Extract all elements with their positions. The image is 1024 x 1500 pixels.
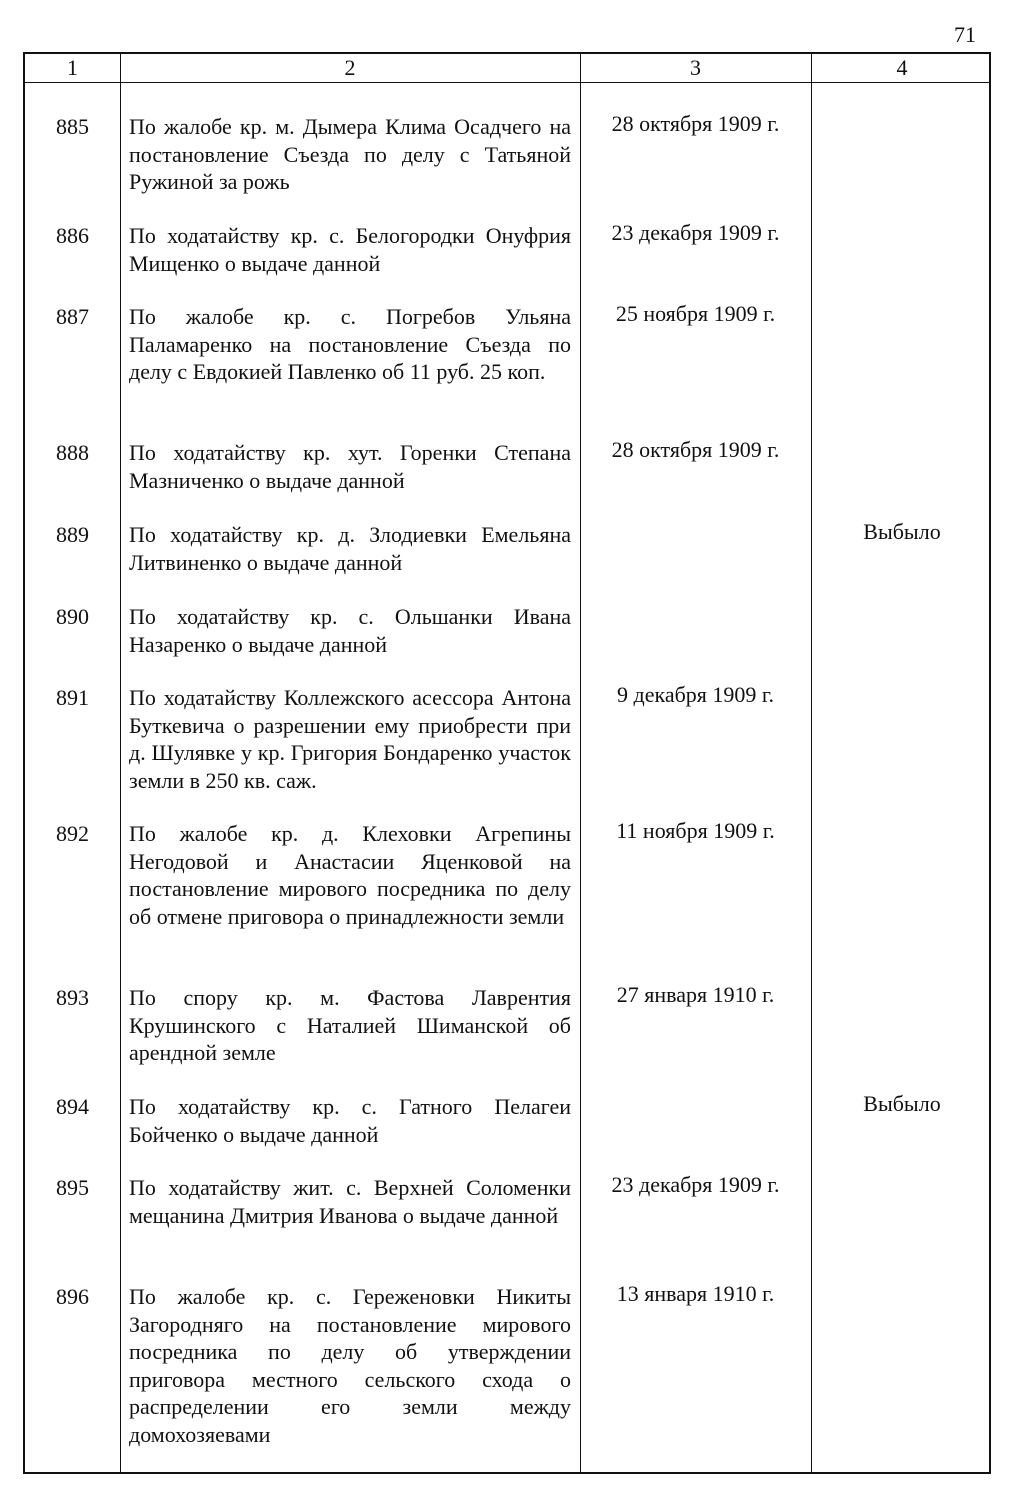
case-date: 28 октября 1909 г.: [611, 111, 780, 136]
header-col-3: 3: [690, 55, 701, 80]
case-description: По ходатайству Коллежского асессора Антона Буткевича о разрешении ему приобрести при д. Шулявке у кр. Григория Бондаренко участок земли в 250 кв. саж.: [129, 685, 571, 793]
case-number: 890: [56, 604, 89, 629]
case-date: 13 января 1910 г.: [616, 1281, 775, 1306]
header-col-4: 4: [896, 55, 908, 80]
case-number: 887: [56, 304, 89, 329]
case-number: 896: [56, 1284, 89, 1309]
case-number: 886: [56, 223, 89, 248]
case-description: По ходатайству кр. с. Белогородки Онуфрия Мищенко о выдаче данной: [129, 223, 571, 276]
case-date: 9 декабря 1909 г.: [617, 682, 774, 707]
case-number: 888: [56, 440, 89, 465]
case-note: Выбыло: [863, 519, 941, 544]
case-number: 891: [56, 685, 89, 710]
case-description: По ходатайству жит. с. Верхней Соломенки мещанина Дмитрия Иванова о выдаче данной: [129, 1175, 571, 1228]
case-description: По жалобе кр. с. Гереженовки Никиты Загородняго на постановление мирового посредника по делу об утверждении приговора местного сельского схода о распределении его земли между домохозяевами: [129, 1284, 571, 1447]
case-number: 893: [56, 985, 89, 1010]
case-number: 892: [56, 821, 89, 846]
case-number: 894: [56, 1094, 89, 1119]
column-divider: [120, 54, 121, 1472]
case-description: По спору кр. м. Фастова Лаврентия Крушинского с Наталией Шиманской об арендной земле: [129, 985, 571, 1065]
case-date: 25 ноября 1909 г.: [615, 301, 776, 326]
case-date: 27 января 1910 г.: [616, 982, 775, 1007]
case-date: 11 ноября 1909 г.: [616, 818, 775, 843]
case-date: 28 октября 1909 г.: [611, 437, 780, 462]
case-description: По ходатайству кр. д. Злодиевки Емельяна Литвиненко о выдаче данной: [129, 522, 571, 575]
register-table: [23, 52, 991, 1474]
case-number: 895: [56, 1175, 89, 1200]
case-description: По жалобе кр. м. Дымера Клима Осадчего на постановление Съезда по делу с Татьяной Ружиной за рожь: [129, 114, 571, 194]
case-description: По ходатайству кр. с. Гатного Пелагеи Бойченко о выдаче данной: [129, 1094, 571, 1147]
case-description: По жалобе кр. с. Погребов Ульяна Паламаренко на постановление Съезда по делу с Евдокией Павленко об 11 руб. 25 коп.: [129, 304, 571, 384]
case-description: По жалобе кр. д. Клеховки Агрепины Негодовой и Анастасии Яценковой на постановление мирового посредника по делу об отмене приговора о принадлежности земли: [129, 821, 571, 929]
case-date: 23 декабря 1909 г.: [611, 220, 780, 245]
case-number: 885: [56, 114, 89, 139]
column-divider: [811, 54, 812, 1472]
page-number: 71: [954, 22, 976, 47]
case-date: 23 декабря 1909 г.: [611, 1172, 780, 1197]
case-number: 889: [56, 522, 89, 547]
header-col-1: 1: [67, 55, 78, 80]
table-header: [25, 54, 989, 83]
case-description: По ходатайству кр. хут. Горенки Степана Мазниченко о выдаче данной: [129, 440, 571, 493]
case-note: Выбыло: [863, 1091, 941, 1116]
header-col-2: 2: [344, 55, 356, 80]
case-description: По ходатайству кр. с. Ольшанки Ивана Назаренко о выдаче данной: [129, 604, 571, 657]
column-divider: [580, 54, 581, 1472]
